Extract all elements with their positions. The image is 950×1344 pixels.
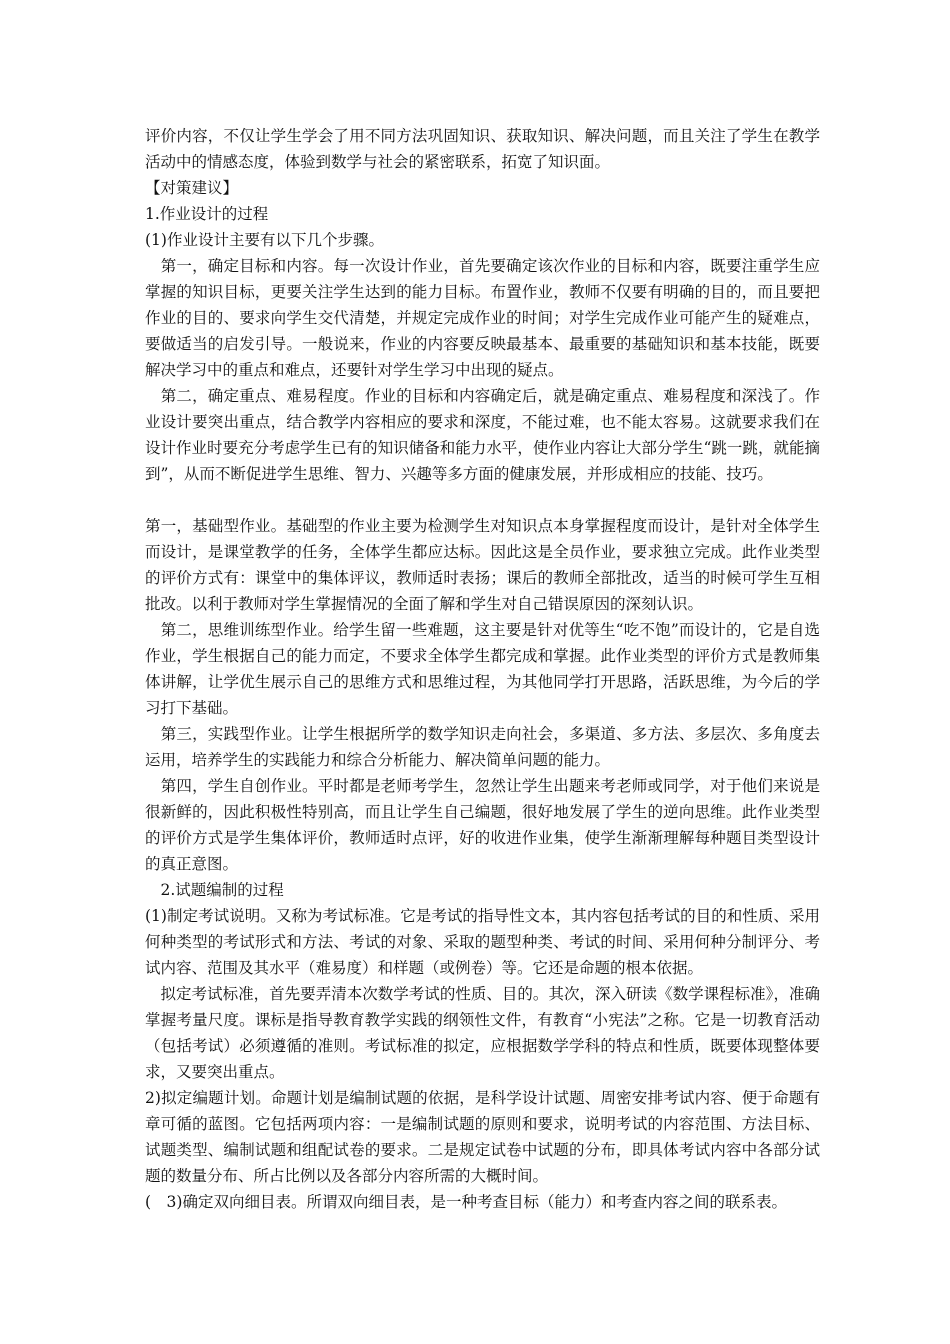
paragraph-type-4: 第四，学生自创作业。平时都是老师考学生，忽然让学生出题来考老师或同学，对于他们来说是很新鲜的，因此积极性特别高，而且让学生自己编题，很好地发展了学生的逆向思维。此作业类型的评价方式是学生集体评价，教师适时点评，好的收进作业集，使学生渐渐理解每种题目类型设计的真正意图。	[145, 777, 820, 873]
paragraph-step-1: 第一，确定目标和内容。每一次设计作业，首先要确定该次作业的目标和内容，既要注重学生应掌握的知识目标，更要关注学生达到的能力目标。布置作业，教师不仅要有明确的目的，而且要把作业的目的、要求向学生交代清楚，并规定完成作业的时间；对学生完成作业可能产生的疑难点，要做适当的启发引导。一般说来，作业的内容要反映最基本、最重要的基础知识和基本技能，既要解决学习中的重点和难点，还要针对学生学习中出现的疑点。	[145, 257, 820, 379]
paragraph-type-2: 第二，思维训练型作业。给学生留一些难题，这主要是针对优等生“吃不饱”而设计的，它是自选作业，学生根据自己的能力而定，不要求全体学生都完成和掌握。此作业类型的评价方式是教师集体讲解，让学优生展示自己的思维方式和思维过程，为其他同学打开思路，活跃思维，为今后的学习打下基础。	[145, 621, 820, 717]
paragraph-type-1: 第一，基础型作业。基础型的作业主要为检测学生对知识点本身掌握程度而设计，是针对全体学生而设计，是课堂教学的任务，全体学生都应达标。因此这是全员作业，要求独立完成。此作业类型的评价方式有：课堂中的集体评议，教师适时表扬；课后的教师全部批改，适当的时候可学生互相批改。以利于教师对学生掌握情况的全面了解和学生对自己错误原因的深刻认识。	[145, 517, 820, 613]
subsection-subheading: (1)作业设计主要有以下几个步骤。	[145, 231, 384, 249]
subsection-heading-2: 2.试题编制的过程	[145, 881, 284, 899]
subsection-heading: 1.作业设计的过程	[145, 205, 269, 223]
paragraph-intro: 评价内容，不仅让学生学会了用不同方法巩固知识、获取知识、解决问题，而且关注了学生在教学活动中的情感态度，体验到数学与社会的紧密联系，拓宽了知识面。	[145, 127, 820, 171]
paragraph-exam-3: 2)拟定编题计划。命题计划是编制试题的依据，是科学设计试题、周密安排考试内容、便于命题有章可循的蓝图。它包括两项内容：一是编制试题的原则和要求，说明考试的内容范围、方法目标、试题类型、编制试题和组配试卷的要求。二是规定试卷中试题的分布，即具体考试内容中各部分试题的数量分布、所占比例以及各部分内容所需的大概时间。	[145, 1089, 820, 1185]
paragraph-type-3: 第三，实践型作业。让学生根据所学的数学知识走向社会，多渠道、多方法、多层次、多角度去运用，培养学生的实践能力和综合分析能力、解决简单问题的能力。	[145, 725, 820, 769]
paragraph-step-2: 第二，确定重点、难易程度。作业的目标和内容确定后，就是确定重点、难易程度和深浅了。作业设计要突出重点，结合教学内容相应的要求和深度，不能过难，也不能太容易。这就要求我们在设计作业时要充分考虑学生已有的知识储备和能力水平，使作业内容让大部分学生“跳一跳，就能摘到”，从而不断促进学生思维、智力、兴趣等多方面的健康发展，并形成相应的技能、技巧。	[145, 387, 820, 483]
section-heading: 【对策建议】	[145, 179, 239, 197]
paragraph-exam-4: ( 3)确定双向细目表。所谓双向细目表，是一种考查目标（能力）和考查内容之间的联系表。	[145, 1193, 787, 1211]
paragraph-gap	[145, 487, 820, 513]
paragraph-exam-2: 拟定考试标准，首先要弄清本次数学考试的性质、目的。其次，深入研读《数学课程标准》，准确掌握考量尺度。课标是指导教育教学实践的纲领性文件，有教育“小宪法”之称。它是一切教育活动（包括考试）必须遵循的准则。考试标准的拟定，应根据数学学科的特点和性质，既要体现整体要求，又要突出重点。	[145, 985, 820, 1081]
paragraph-exam-1: (1)制定考试说明。又称为考试标准。它是考试的指导性文本，其内容包括考试的目的和性质、采用何种类型的考试形式和方法、考试的对象、采取的题型种类、考试的时间、采用何种分制评分、考试内容、范围及其水平（难易度）和样题（或例卷）等。它还是命题的根本依据。	[145, 907, 820, 977]
document-body	[145, 123, 820, 1215]
